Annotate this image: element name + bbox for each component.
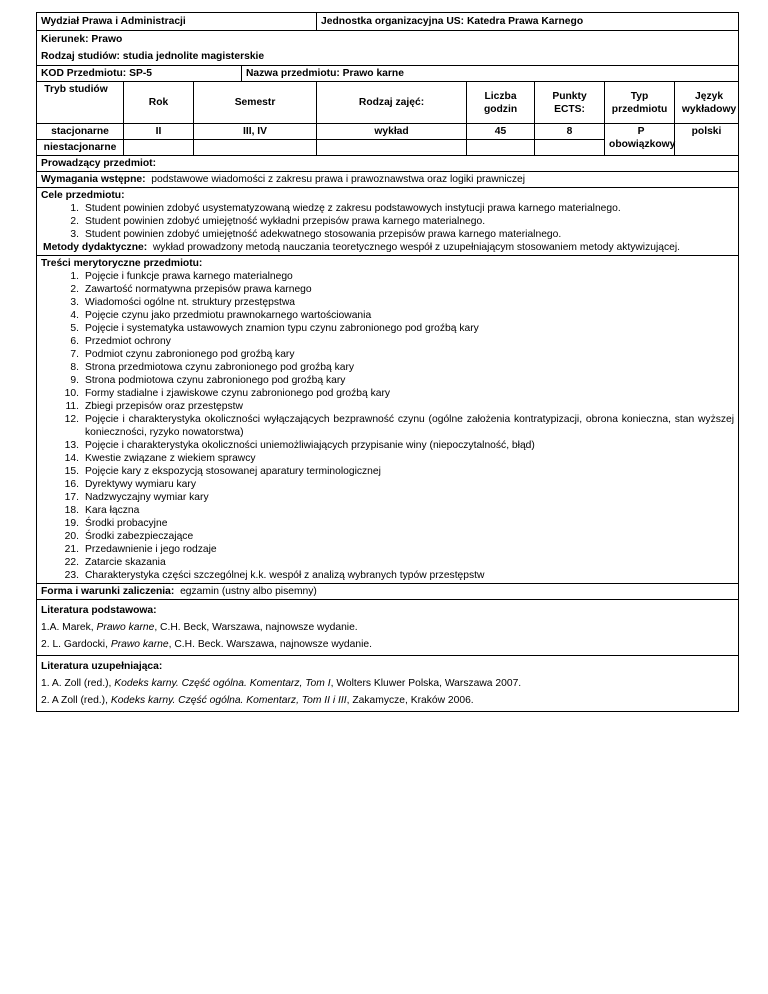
- list-item: 21. Przedawnienie i jego rodzaje: [64, 544, 217, 555]
- mode-part-time: niestacjonarne: [37, 140, 124, 156]
- list-item: 8. Strona przedmiotowa czynu zabronionego pod groźbą kary: [70, 362, 355, 373]
- prereq-label: Wymagania wstępne:: [41, 174, 146, 185]
- list-item: 20. Środki zabezpieczające: [64, 531, 194, 542]
- subject-type-header: Typ przedmiotu: [605, 82, 675, 124]
- faculty: Wydział Prawa i Administracji: [41, 16, 186, 27]
- unit-cell: [317, 13, 739, 31]
- content-list: [41, 270, 734, 582]
- list-item: 18. Kara łączna: [64, 505, 140, 516]
- list-item: 17. Nadzwyczajny wymiar kary: [64, 492, 209, 503]
- lit-basic-item: 2. L. Gardocki, Prawo karne, C.H. Beck. Warszawa, najnowsze wydanie.: [41, 639, 372, 650]
- course-code: KOD Przedmiotu: SP-5: [41, 68, 152, 79]
- list-item: 2. Student powinien zdobyć umiejętność wykładni przepisów prawa karnego materialnego.: [70, 216, 486, 227]
- syllabus-sheet: [36, 12, 738, 712]
- content-label: Treści merytoryczne przedmiotu:: [41, 258, 203, 269]
- hours-header: Liczba godzin: [467, 82, 535, 124]
- list-item: 16. Dyrektywy wymiaru kary: [64, 479, 196, 490]
- list-item: 1. Student powinien zdobyć usystematyzowaną wiedzę z zakresu podstawowych instytucji prawa karnego materialnego.: [70, 203, 621, 214]
- semester-header: Semestr: [194, 82, 317, 124]
- course-code-cell: [37, 66, 242, 82]
- list-item: 3. Student powinien zdobyć umiejętność adekwatnego stosowania przepisów prawa karnego materialnego.: [70, 229, 562, 240]
- list-item: 14. Kwestie związane z wiekiem sprawcy: [64, 453, 256, 464]
- course-name-cell: [242, 66, 739, 82]
- year-value: II: [124, 124, 194, 140]
- lit-extra-item: 2. A Zoll (red.), Kodeks karny. Część ogólna. Komentarz, Tom II i III, Zakamycze, Kraków 2006.: [41, 695, 474, 706]
- list-item: 1. Pojęcie i funkcje prawa karnego materialnego: [70, 271, 293, 282]
- mode-header: Tryb studiów: [37, 82, 124, 124]
- year-part-time: [124, 140, 194, 156]
- assessment-cell: [37, 584, 739, 600]
- semester-part-time: [194, 140, 317, 156]
- list-item: 22. Zatarcie skazania: [64, 557, 166, 568]
- lit-extra-label: Literatura uzupełniająca:: [41, 661, 163, 672]
- hours-value: 45: [467, 124, 535, 140]
- methods-line: [41, 241, 734, 254]
- goals-cell: [37, 188, 739, 256]
- lit-basic-label: Literatura podstawowa:: [41, 605, 157, 616]
- subject-type-value: P obowiązkowy: [605, 124, 675, 156]
- class-type-value: wykład: [317, 124, 467, 140]
- assessment-label: Forma i warunki zaliczenia:: [41, 586, 175, 597]
- assessment-text: egzamin (ustny albo pisemny): [180, 586, 317, 597]
- class-type-header: Rodzaj zajęć:: [317, 82, 467, 124]
- course-name: Nazwa przedmiotu: Prawo karne: [246, 68, 404, 79]
- list-item: 12. Pojęcie i charakterystyka okoliczności wyłączających bezprawność czynu (ogólne założenia kontratypizacji, obrona konieczna, stan wyższej konieczności, ryzyko nowatorstwa): [64, 414, 735, 438]
- class-type-part-time: [317, 140, 467, 156]
- direction: Kierunek: Prawo: [41, 34, 123, 45]
- list-item: 7. Podmiot czynu zabronionego pod groźbą kary: [70, 349, 295, 360]
- list-item: 11. Zbiegi przepisów oraz przestępstw: [65, 401, 243, 412]
- list-item: 6. Przedmiot ochrony: [70, 336, 171, 347]
- year-header: Rok: [124, 82, 194, 124]
- syllabus-table: [36, 12, 739, 712]
- mode-stationary: stacjonarne: [37, 124, 124, 140]
- unit: Jednostka organizacyjna US: Katedra Prawa Karnego: [321, 16, 584, 27]
- goals-label: Cele przedmiotu:: [41, 190, 125, 201]
- lit-extra-item: 1. A. Zoll (red.), Kodeks karny. Część ogólna. Komentarz, Tom I, Wolters Kluwer Polska, Warszawa 2007.: [41, 678, 522, 689]
- methods-label: Metody dydaktyczne:: [43, 242, 148, 253]
- ects-part-time: [535, 140, 605, 156]
- hours-part-time: [467, 140, 535, 156]
- lecturer-cell: [37, 156, 739, 172]
- list-item: 3. Wiadomości ogólne nt. struktury przestępstwa: [70, 297, 296, 308]
- list-item: 10. Formy stadialne i zjawiskowe czynu zabronionego pod groźbą kary: [64, 388, 391, 399]
- list-item: 2. Zawartość normatywna przepisów prawa karnego: [70, 284, 312, 295]
- list-item: 4. Pojęcie czynu jako przedmiotu prawnokarnego wartościowania: [70, 310, 372, 321]
- study-type: Rodzaj studiów: studia jednolite magisterskie: [41, 51, 265, 62]
- lit-extra-cell: [37, 656, 739, 712]
- ects-header: Punkty ECTS:: [535, 82, 605, 124]
- list-item: 19. Środki probacyjne: [64, 518, 168, 529]
- faculty-cell: [37, 13, 317, 31]
- ects-value: 8: [535, 124, 605, 140]
- list-item: 9. Strona podmiotowa czynu zabronionego pod groźbą kary: [70, 375, 346, 386]
- direction-cell: [37, 31, 739, 66]
- semester-value: III, IV: [194, 124, 317, 140]
- list-item: 23. Charakterystyka części szczególnej k.k. wespół z analizą wybranych typów przestępstw: [64, 570, 485, 581]
- methods-text: wykład prowadzony metodą nauczania teoretycznego wespół z uzupełniającym stosowaniem metody aktywizującej.: [152, 242, 681, 253]
- language-header: Język wykładowy: [675, 82, 739, 124]
- lecturer-label: Prowadzący przedmiot:: [41, 158, 157, 169]
- content-cell: [37, 256, 739, 584]
- prereq-text: podstawowe wiadomości z zakresu prawa i prawoznawstwa oraz logiki prawniczej: [151, 174, 525, 185]
- lit-basic-item: 1.A. Marek, Prawo karne, C.H. Beck, Warszawa, najnowsze wydanie.: [41, 622, 358, 633]
- lit-basic-cell: [37, 600, 739, 656]
- list-item: 13. Pojęcie i charakterystyka okoliczności uniemożliwiających przypisanie winy (niepoczytalność, błąd): [64, 440, 535, 451]
- prereq-cell: [37, 172, 739, 188]
- goals-list: [41, 202, 734, 241]
- list-item: 15. Pojęcie kary z ekspozycją stosowanej aparatury terminologicznej: [64, 466, 381, 477]
- language-value: polski: [675, 124, 739, 156]
- list-item: 5. Pojęcie i systematyka ustawowych znamion typu czynu zabronionego pod groźbą kary: [70, 323, 479, 334]
